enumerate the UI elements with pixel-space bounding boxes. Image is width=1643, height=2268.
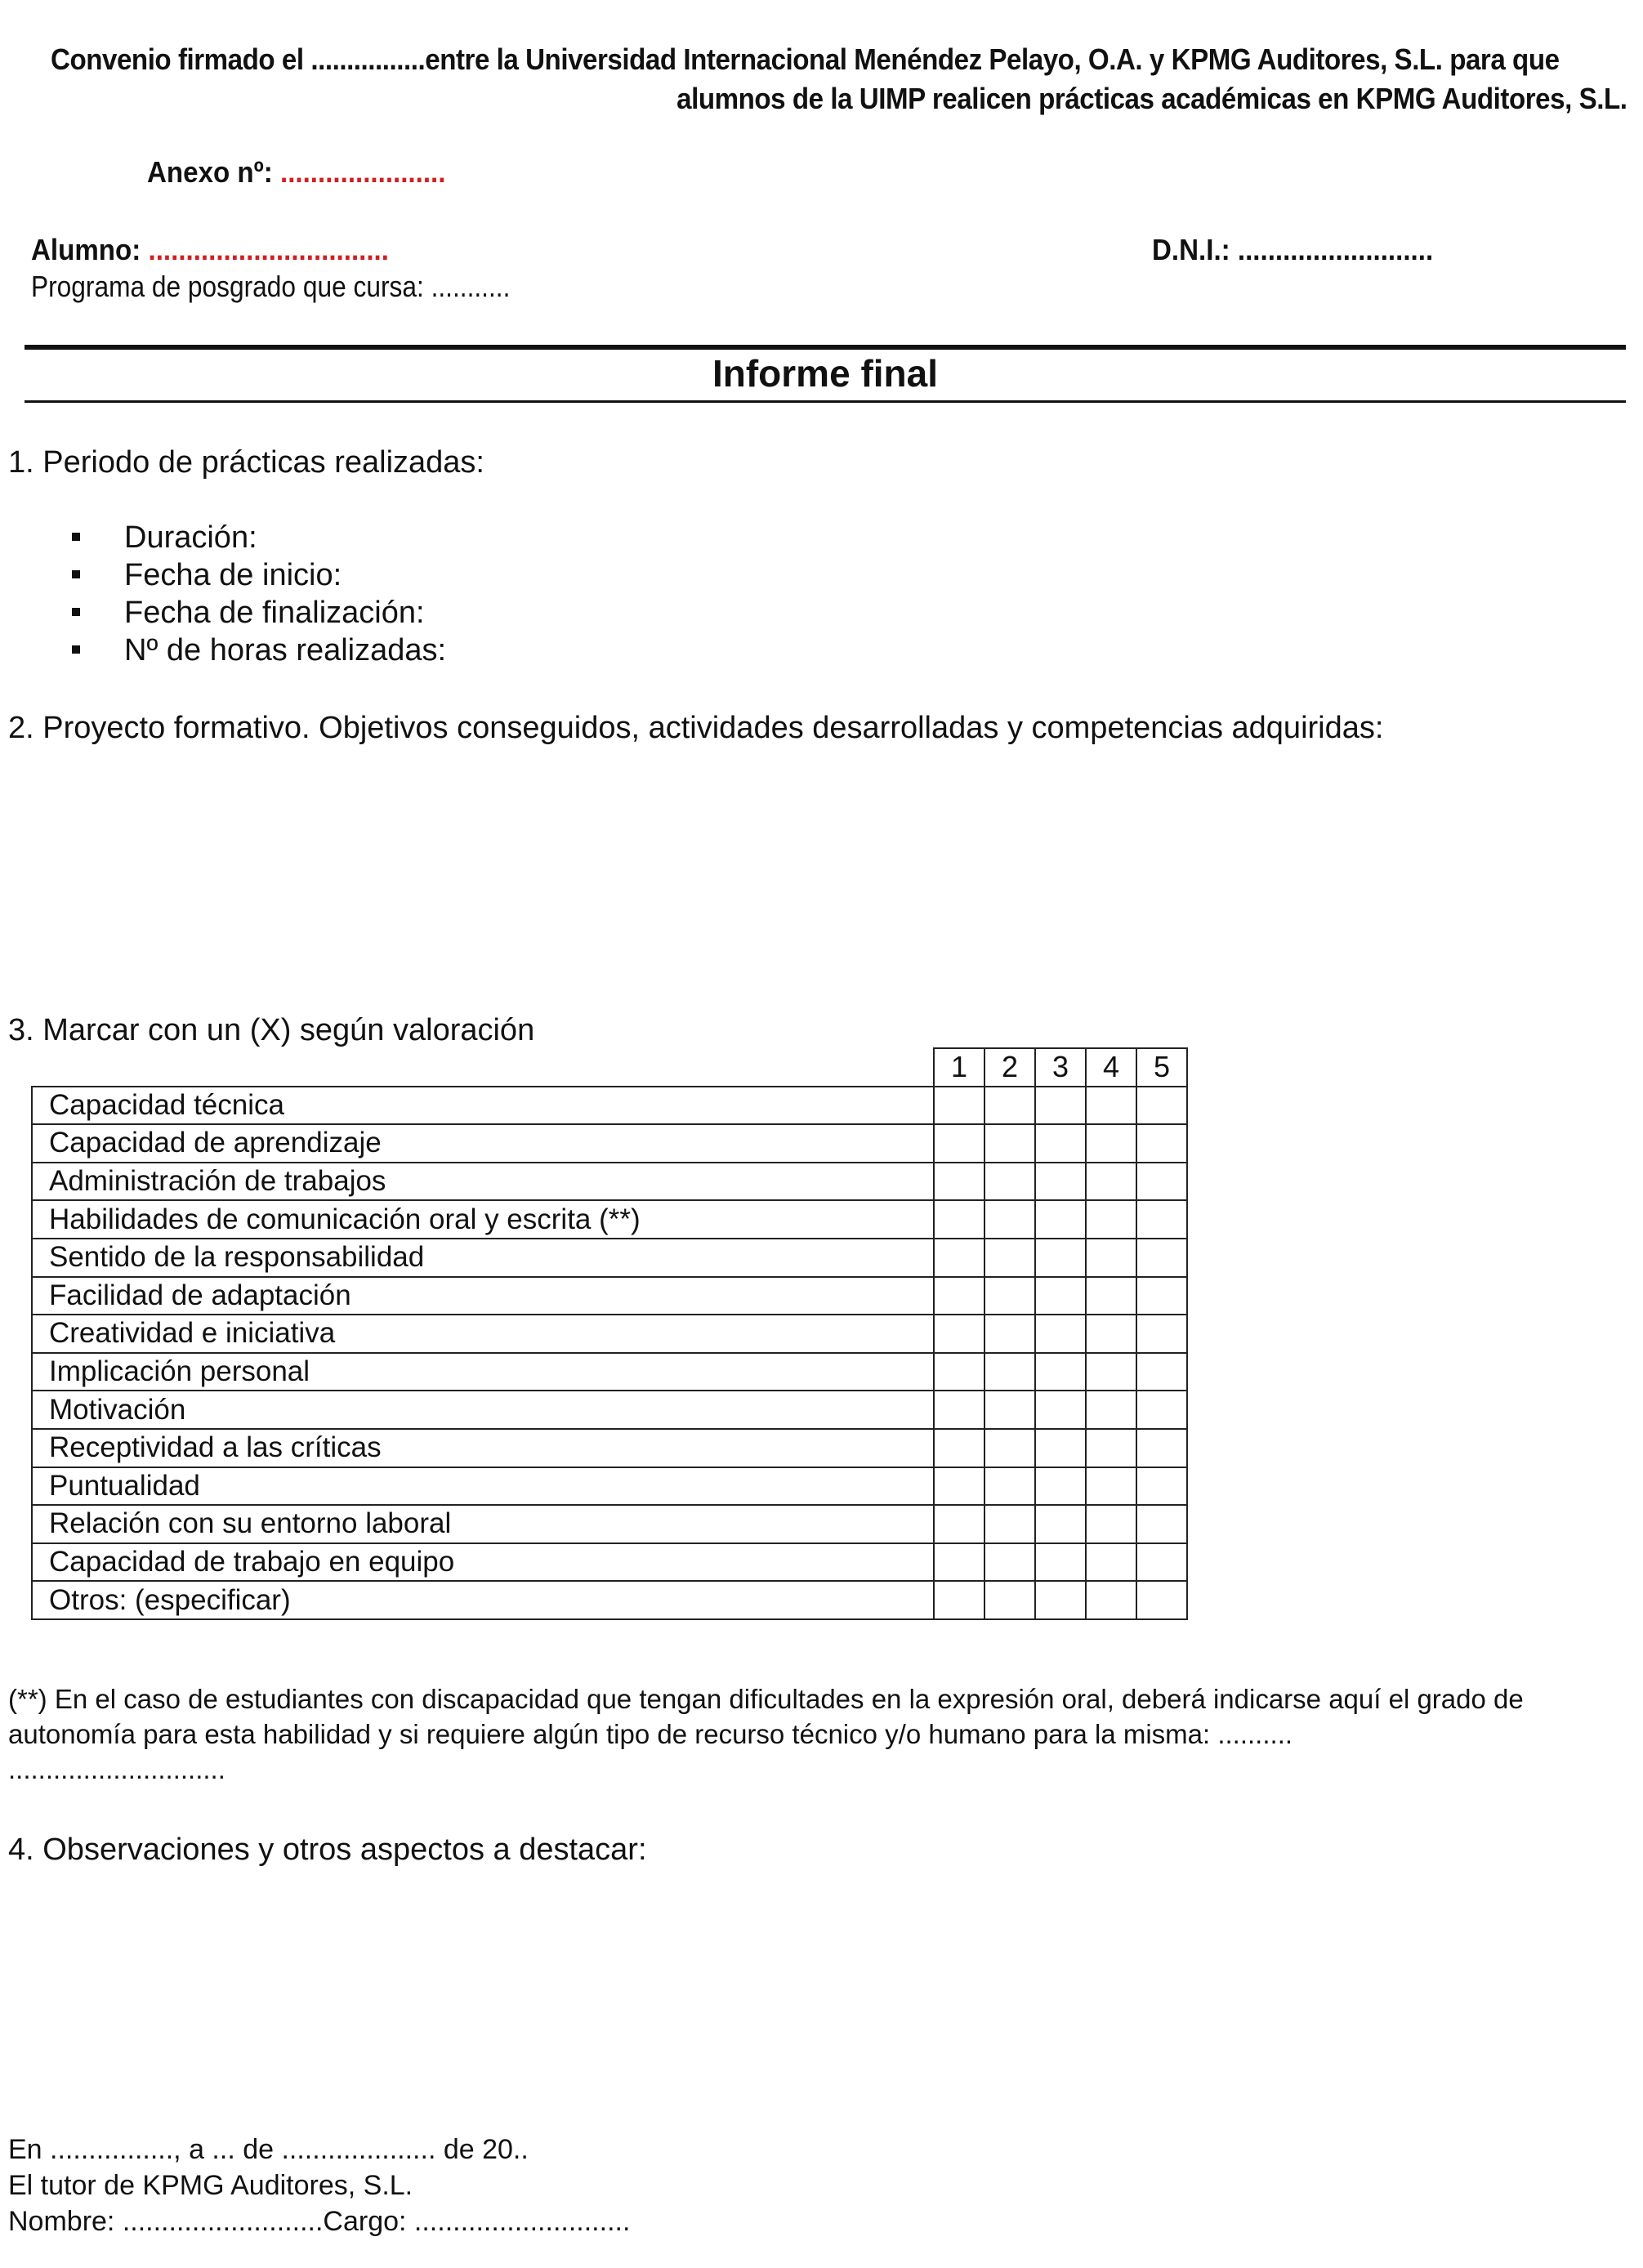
rating-cell[interactable] xyxy=(1035,1581,1086,1619)
rating-cell[interactable] xyxy=(934,1163,984,1201)
list-item: Nº de horas realizadas: xyxy=(65,632,446,669)
table-row xyxy=(32,1581,1187,1619)
rating-cell[interactable] xyxy=(1086,1239,1136,1277)
table-row xyxy=(32,1505,1187,1543)
rating-cell[interactable] xyxy=(934,1200,984,1239)
rating-cell[interactable] xyxy=(984,1391,1035,1429)
rating-cell[interactable] xyxy=(984,1467,1035,1506)
rating-cell[interactable] xyxy=(1086,1467,1136,1506)
criterion-label: Receptividad a las críticas xyxy=(32,1429,934,1467)
rating-cell[interactable] xyxy=(1035,1087,1086,1125)
rating-cell[interactable] xyxy=(1035,1315,1086,1353)
rating-cell[interactable] xyxy=(934,1429,984,1467)
rating-cell[interactable] xyxy=(1086,1581,1136,1619)
note-line-3: ............................. xyxy=(8,1754,225,1784)
rating-cell[interactable] xyxy=(1035,1505,1086,1543)
rating-cell[interactable] xyxy=(934,1353,984,1391)
rating-cell[interactable] xyxy=(984,1429,1035,1467)
rating-cell[interactable] xyxy=(1035,1239,1086,1277)
rating-cell[interactable] xyxy=(984,1581,1035,1619)
criterion-label: Facilidad de adaptación xyxy=(32,1277,934,1315)
rating-cell[interactable] xyxy=(1035,1277,1086,1315)
list-item: Fecha de inicio: xyxy=(65,556,446,594)
rating-cell[interactable] xyxy=(1136,1163,1187,1201)
table-row xyxy=(32,1315,1187,1353)
rating-cell[interactable] xyxy=(984,1163,1035,1201)
alumno-label: Alumno: xyxy=(31,233,141,266)
alumno-value: ................................ xyxy=(148,233,389,266)
table-row xyxy=(32,1277,1187,1315)
rating-cell[interactable] xyxy=(1086,1163,1136,1201)
scale-5: 5 xyxy=(1136,1048,1187,1087)
bullet-square-icon xyxy=(72,645,80,654)
rating-cell[interactable] xyxy=(1035,1543,1086,1582)
criterion-label: Puntualidad xyxy=(32,1467,934,1506)
rating-cell[interactable] xyxy=(1086,1353,1136,1391)
scale-4: 4 xyxy=(1086,1048,1136,1087)
rating-cell[interactable] xyxy=(1136,1124,1187,1163)
section-4-heading: 4. Observaciones y otros aspectos a destacar: xyxy=(8,1833,647,1867)
rating-cell[interactable] xyxy=(1136,1353,1187,1391)
rating-cell[interactable] xyxy=(984,1239,1035,1277)
title-bottom-rule xyxy=(25,400,1626,403)
criterion-label: Implicación personal xyxy=(32,1353,934,1391)
agreement-header-line-2: alumnos de la UIMP realicen prácticas académicas en KPMG Auditores, S.L. xyxy=(676,82,1627,115)
note-line-2: autonomía para esta habilidad y si requiere algún tipo de recurso técnico y/o humano para la misma: .......... xyxy=(8,1719,1293,1749)
table-row xyxy=(32,1087,1187,1125)
rating-cell[interactable] xyxy=(1035,1467,1086,1506)
criterion-label: Capacidad de trabajo en equipo xyxy=(32,1543,934,1582)
rating-table xyxy=(31,1047,1188,1620)
scale-3: 3 xyxy=(1035,1048,1086,1087)
rating-cell[interactable] xyxy=(934,1467,984,1506)
dni-value: .......................... xyxy=(1237,233,1434,266)
rating-cell[interactable] xyxy=(1086,1277,1136,1315)
programa-field: Programa de posgrado que cursa: ........... xyxy=(31,270,511,303)
section-1-heading: 1. Periodo de prácticas realizadas: xyxy=(8,445,484,480)
table-row xyxy=(32,1543,1187,1582)
rating-cell[interactable] xyxy=(1086,1505,1136,1543)
anexo-field xyxy=(147,155,445,190)
bullet-square-icon xyxy=(72,533,80,541)
rating-cell[interactable] xyxy=(934,1391,984,1429)
rating-cell[interactable] xyxy=(1136,1200,1187,1239)
rating-cell[interactable] xyxy=(1086,1200,1136,1239)
rating-cell[interactable] xyxy=(1136,1239,1187,1277)
rating-cell[interactable] xyxy=(934,1277,984,1315)
signature-line: Nombre: ..........................Cargo: ............................ xyxy=(8,2206,631,2237)
scale-2: 2 xyxy=(984,1048,1035,1087)
rating-cell[interactable] xyxy=(984,1087,1035,1125)
rating-cell[interactable] xyxy=(984,1124,1035,1163)
rating-cell[interactable] xyxy=(984,1505,1035,1543)
list-item: Duración: xyxy=(65,519,446,556)
rating-cell[interactable] xyxy=(934,1581,984,1619)
table-row xyxy=(32,1124,1187,1163)
rating-cell[interactable] xyxy=(1136,1391,1187,1429)
criterion-label: Creatividad e iniciativa xyxy=(32,1315,934,1353)
criterion-label: Motivación xyxy=(32,1391,934,1429)
dni-field xyxy=(1152,233,1433,267)
rating-cell[interactable] xyxy=(1136,1543,1187,1582)
rating-cell[interactable] xyxy=(1136,1429,1187,1467)
anexo-label: Anexo nº: xyxy=(147,155,273,189)
rating-cell[interactable] xyxy=(1136,1581,1187,1619)
rating-cell[interactable] xyxy=(1086,1429,1136,1467)
rating-cell[interactable] xyxy=(934,1505,984,1543)
rating-cell[interactable] xyxy=(934,1124,984,1163)
table-row xyxy=(32,1239,1187,1277)
bullet-square-icon xyxy=(72,608,80,616)
page-title: Informe final xyxy=(712,352,939,395)
table-row xyxy=(32,1200,1187,1239)
criterion-label: Otros: (especificar) xyxy=(32,1581,934,1619)
agreement-header-line-1: Convenio firmado el ................entre la Universidad Internacional Menéndez Pelayo, O.A. y KPMG Auditores, S.L. para que xyxy=(51,42,1560,76)
table-row xyxy=(32,1467,1187,1506)
criterion-label: Capacidad de aprendizaje xyxy=(32,1124,934,1163)
rating-cell[interactable] xyxy=(1086,1315,1136,1353)
rating-cell[interactable] xyxy=(1136,1087,1187,1125)
criterion-label: Capacidad técnica xyxy=(32,1087,934,1125)
rating-cell[interactable] xyxy=(934,1315,984,1353)
note-line-1: (**) En el caso de estudiantes con discapacidad que tengan dificultades en la expresión oral, deberá indicarse aquí el grado de xyxy=(8,1684,1524,1714)
table-row xyxy=(32,1163,1187,1201)
tutor-line: El tutor de KPMG Auditores, S.L. xyxy=(8,2170,413,2201)
rating-cell[interactable] xyxy=(1136,1467,1187,1506)
rating-cell[interactable] xyxy=(934,1239,984,1277)
rating-cell[interactable] xyxy=(934,1087,984,1125)
rating-cell[interactable] xyxy=(1086,1391,1136,1429)
rating-cell[interactable] xyxy=(1136,1277,1187,1315)
anexo-value: ...................... xyxy=(279,155,446,189)
table-row xyxy=(32,1353,1187,1391)
rating-cell[interactable] xyxy=(1035,1124,1086,1163)
rating-cell[interactable] xyxy=(934,1543,984,1582)
criterion-label: Relación con su entorno laboral xyxy=(32,1505,934,1543)
title-top-rule xyxy=(25,345,1626,350)
rating-cell[interactable] xyxy=(1035,1353,1086,1391)
rating-cell[interactable] xyxy=(1035,1429,1086,1467)
list-item: Fecha de finalización: xyxy=(65,594,446,632)
rating-cell[interactable] xyxy=(1086,1543,1136,1582)
period-list xyxy=(65,519,446,669)
rating-cell[interactable] xyxy=(1035,1163,1086,1201)
rating-cell[interactable] xyxy=(984,1200,1035,1239)
rating-cell[interactable] xyxy=(1035,1391,1086,1429)
table-row xyxy=(32,1429,1187,1467)
criterion-label: Administración de trabajos xyxy=(32,1163,934,1201)
scale-1: 1 xyxy=(934,1048,984,1087)
rating-scale-row xyxy=(32,1048,1187,1087)
dni-label: D.N.I.: xyxy=(1152,233,1230,266)
rating-cell[interactable] xyxy=(1136,1315,1187,1353)
rating-cell[interactable] xyxy=(984,1543,1035,1582)
rating-cell[interactable] xyxy=(1035,1200,1086,1239)
accessibility-note xyxy=(8,1681,1622,1787)
rating-cell[interactable] xyxy=(984,1277,1035,1315)
rating-cell[interactable] xyxy=(1136,1505,1187,1543)
section-3-heading: 3. Marcar con un (X) según valoración xyxy=(8,1013,535,1047)
criterion-label: Sentido de la responsabilidad xyxy=(32,1239,934,1277)
table-row xyxy=(32,1391,1187,1429)
section-2-heading: 2. Proyecto formativo. Objetivos conseguidos, actividades desarrolladas y competencias adquiridas: xyxy=(8,711,1384,745)
criterion-label: Habilidades de comunicación oral y escrita (**) xyxy=(32,1200,934,1239)
bullet-square-icon xyxy=(72,570,80,578)
rating-cell[interactable] xyxy=(984,1315,1035,1353)
rating-cell[interactable] xyxy=(1086,1124,1136,1163)
rating-cell[interactable] xyxy=(984,1353,1035,1391)
alumno-field xyxy=(31,233,389,267)
rating-cell[interactable] xyxy=(1086,1087,1136,1125)
place-date-line: En ................, a ... de .................... de 20.. xyxy=(8,2134,529,2165)
